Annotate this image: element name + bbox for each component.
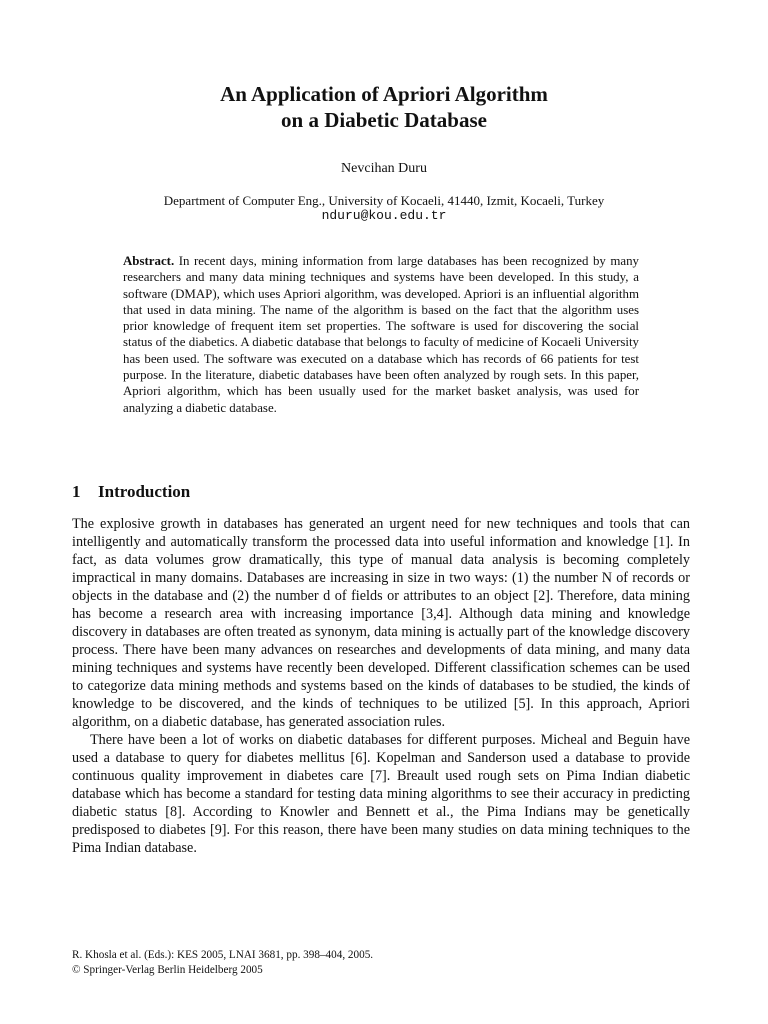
section-title: Introduction <box>98 482 191 501</box>
abstract <box>123 253 639 416</box>
author-name: Nevcihan Duru <box>341 161 427 176</box>
title-line-2: on a Diabetic Database <box>281 108 487 132</box>
paragraph: There have been a lot of works on diabetic databases for different purposes. Micheal and Beguin have used a database to query for diabetes mellitus [6]. Kopelman and Sanderson used a database to provide continuous quality improvement in diabetes care [7]. Breault used rough sets on Pima Indian diabetic database which has become a standard for testing data mining algorithms to see their accuracy in predicting diabetic status [8]. According to Knowler and Bennett et al., the Pima Indians may be genetically predisposed to diabetes [9]. For this reason, there have been many studies on data mining techniques to the Pima Indian database. <box>72 732 690 856</box>
author-affiliation: Department of Computer Eng., University of Kocaeli, 41440, Izmit, Kocaeli, Turkey <box>163 193 605 208</box>
paragraph: The explosive growth in databases has generated an urgent need for new techniques and tools that can intelligently and automatically transform the processed data into useful information and knowledge [1]. In fact, as data volumes grow dramatically, this type of manual data analysis is becoming completely impractical in many domains. Databases are increasing in size in two ways: (1) the number N of records or objects in the database and (2) the number d of fields or attributes to an object [2]. Therefore, data mining has become a research area with increasing importance [3,4]. Although data mining and knowledge discovery in databases are often treated as synonym, data mining is actually part of the knowledge discovery process. There have been many advances on researches and developments of data mining, and many data mining techniques and systems have recently been developed. Different classification schemes can be used to categorize data mining methods and systems based on the kinds of databases to be studied, the kinds of knowledge to be discovered, and the kinds of techniques to be utilized [5]. In this approach, Apriori algorithm, on a diabetic database, has generated association rules. <box>72 516 690 730</box>
section-number: 1 <box>72 482 81 501</box>
abstract-text: In recent days, mining information from large databases has been recognized by many researchers and many data mining techniques and systems have been developed. In this study, a software (DMAP), which uses Apriori algorithm, was developed. Apriori is an influential algorithm that used in data mining. The name of the algorithm is based on the fact that the algorithm uses prior knowledge of frequent item set properties. The software is used for discovering the social status of the diabetics. A diabetic database that belongs to faculty of medicine of Kocaeli University has been used. The software was executed on a database which has records of 66 patients for test purpose. In the literature, diabetic databases have been often analyzed by rough sets. In this paper, Apriori algorithm, which has been usually used for the market basket analysis, was used for analyzing a diabetic database. <box>123 254 639 415</box>
page-footer <box>72 948 690 978</box>
abstract-label: Abstract. <box>123 254 175 268</box>
footer-citation: R. Khosla et al. (Eds.): KES 2005, LNAI 3681, pp. 398–404, 2005. <box>72 949 374 961</box>
footer-copyright: © Springer-Verlag Berlin Heidelberg 2005 <box>72 964 263 976</box>
author-email: nduru@kou.edu.tr <box>321 208 447 223</box>
section-heading <box>72 481 692 503</box>
introduction-body <box>72 515 690 857</box>
title-line-1: An Application of Apriori Algorithm <box>220 82 548 106</box>
paper-title <box>0 81 768 133</box>
